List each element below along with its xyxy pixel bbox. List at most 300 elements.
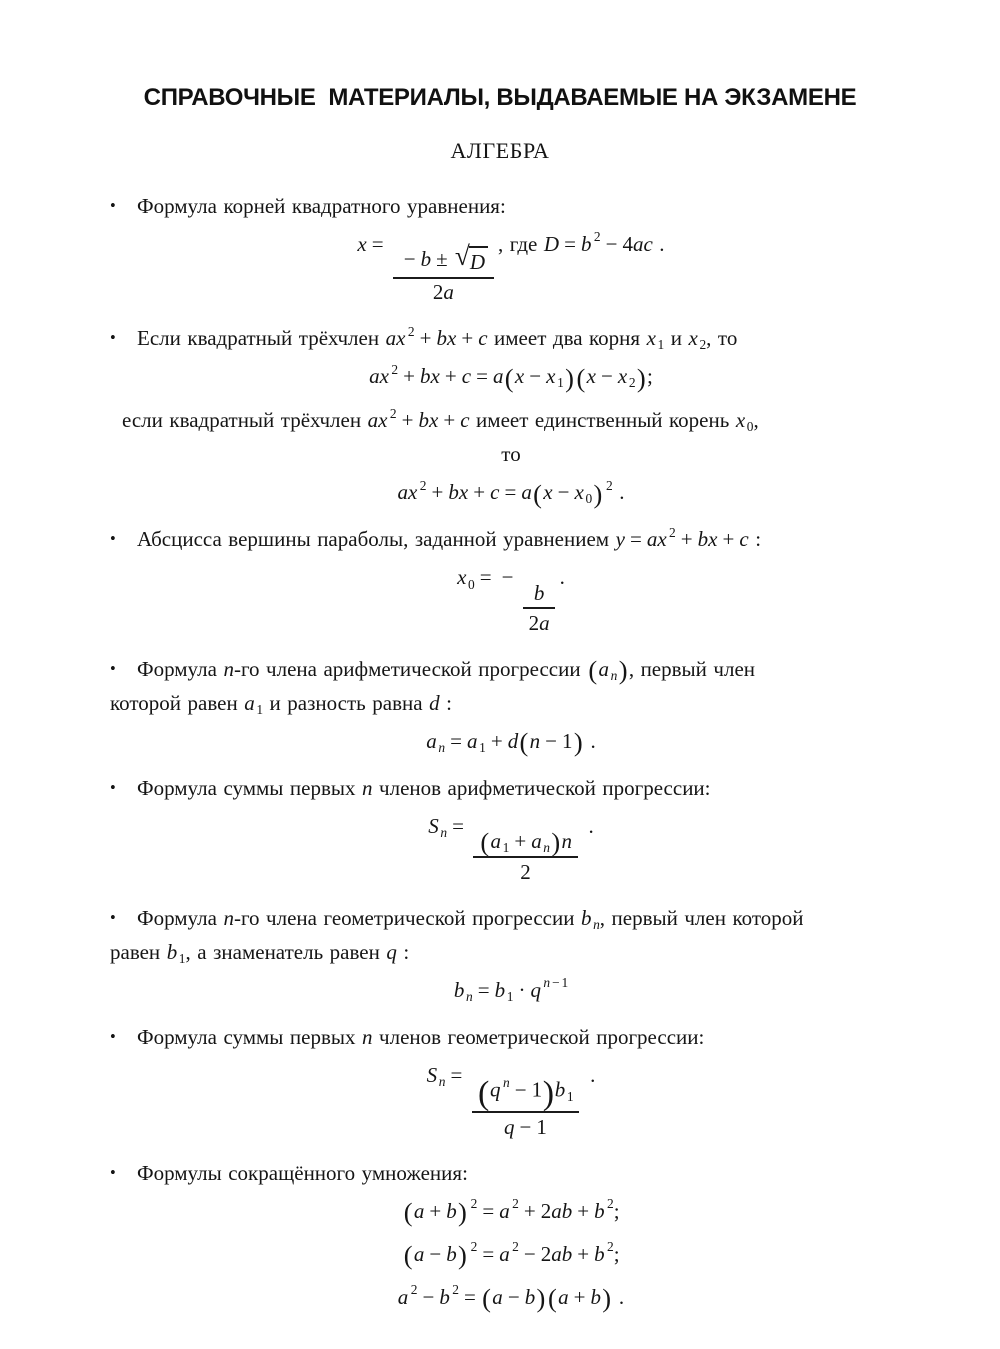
superscript	[606, 479, 613, 492]
math-token: −	[514, 1078, 527, 1103]
superscript	[420, 479, 427, 492]
math-token: n	[362, 776, 373, 801]
math-token: +	[429, 1199, 442, 1224]
math-token: c	[461, 364, 472, 389]
math-token: (	[504, 362, 514, 393]
superscript	[411, 1283, 418, 1296]
subscript	[507, 990, 514, 1003]
math-token: .	[612, 480, 625, 505]
math-token: D	[469, 249, 486, 274]
math-token: c	[739, 527, 749, 552]
math-token: Формулы сокращённого умножения:	[137, 1161, 468, 1186]
math-token: ax	[367, 408, 388, 433]
math-token: x	[457, 565, 467, 590]
math-token: a	[521, 480, 532, 505]
math-token: −	[529, 364, 542, 389]
math-token: (	[403, 1197, 413, 1228]
math-token: (	[478, 1074, 490, 1112]
item-text	[137, 524, 762, 552]
math-token: S	[428, 814, 439, 839]
math-token: x	[543, 480, 553, 505]
math-token: a	[397, 1285, 409, 1310]
item-quadratic-roots	[110, 190, 912, 222]
math-token: −	[501, 565, 514, 590]
item-text	[137, 906, 803, 930]
math-token: −	[557, 480, 570, 505]
math-token: d	[507, 729, 519, 754]
formula-square-of-difference	[110, 1239, 912, 1269]
math-token: ·	[518, 977, 526, 1002]
math-token: +	[431, 480, 444, 505]
math-token: 2	[407, 323, 415, 339]
math-token: )	[593, 478, 603, 509]
math-token: b	[594, 1199, 605, 1224]
math-token: a	[492, 1285, 503, 1310]
math-token: b	[420, 247, 432, 272]
superscript	[594, 230, 601, 243]
math-token: 2	[410, 1282, 418, 1298]
math-token: q	[504, 1114, 515, 1139]
math-token: x	[735, 408, 746, 433]
math-token: −	[403, 247, 416, 272]
math-token: a	[443, 280, 454, 305]
math-token: n	[593, 916, 600, 932]
math-token: )	[573, 727, 583, 758]
fraction	[473, 828, 578, 886]
math-token: ax	[385, 326, 406, 351]
formula-geometric-sum	[110, 1060, 912, 1141]
math-token: b	[590, 1285, 601, 1310]
subscript	[593, 918, 600, 931]
math-token: , где	[498, 232, 544, 257]
math-token: 1	[178, 951, 186, 967]
math-token: =	[629, 527, 642, 552]
math-token: 1	[256, 702, 264, 718]
math-token: n	[438, 1074, 446, 1090]
superscript	[408, 325, 415, 338]
math-token: n	[440, 825, 448, 841]
math-token: и	[664, 326, 689, 351]
math-token: 1	[566, 1089, 574, 1105]
math-token: x	[586, 364, 596, 389]
subscript	[543, 841, 550, 854]
math-token: −	[545, 729, 558, 754]
item-text	[137, 655, 756, 686]
bullet-icon: •	[110, 529, 116, 549]
math-token: 2	[452, 1282, 459, 1298]
math-token: (	[519, 727, 529, 758]
math-token: n	[465, 989, 473, 1005]
math-token: -го члена арифметической прогрессии	[233, 657, 588, 681]
item-arithmetic-nth	[110, 653, 912, 685]
math-token: =	[476, 364, 488, 389]
math-token: 2	[391, 361, 399, 377]
math-token: 1	[502, 840, 510, 856]
item-arithmetic-nth-line2	[110, 687, 912, 719]
page-title: СПРАВОЧНЫЕ МАТЕРИАЛЫ, ВЫДАВАЕМЫЕ НА ЭКЗАМЕНЕ	[143, 84, 857, 111]
math-token: 2	[540, 1242, 552, 1267]
math-token: )	[458, 1197, 467, 1228]
math-token: 2	[528, 610, 540, 635]
item-geometric-nth	[110, 902, 912, 934]
math-token: n	[223, 905, 234, 930]
math-token: ,	[753, 408, 759, 433]
section-title: АЛГЕБРА	[450, 138, 550, 163]
item-text	[137, 776, 711, 800]
math-token: то	[501, 442, 521, 467]
math-token: )	[551, 827, 561, 858]
math-token: −	[601, 364, 613, 389]
math-token: x	[617, 364, 628, 389]
math-token: y	[615, 527, 625, 552]
math-token: Формула суммы первых	[137, 1024, 363, 1049]
subscript	[503, 841, 510, 854]
math-token: q	[386, 939, 397, 964]
math-token: +	[419, 326, 432, 351]
math-token: +	[401, 408, 414, 433]
math-token: =	[564, 232, 576, 257]
bullet-icon: •	[110, 196, 116, 216]
bullet-icon: •	[110, 328, 116, 348]
fraction-numerator	[393, 241, 494, 277]
math-token: a	[490, 829, 501, 854]
math-token: a	[499, 1242, 510, 1267]
math-token: (	[533, 478, 542, 509]
math-token: +	[573, 1285, 586, 1310]
math-token: n	[223, 657, 234, 681]
math-token: b	[439, 1285, 450, 1310]
math-token: =	[482, 1199, 495, 1224]
fraction-denominator	[473, 856, 578, 886]
radical-sign-icon: √	[454, 241, 470, 272]
math-token: b	[446, 1199, 457, 1224]
item-geometric-sum	[110, 1021, 912, 1053]
math-token: ±	[436, 247, 448, 272]
math-token: +	[490, 729, 503, 754]
math-token: a	[499, 1199, 510, 1224]
math-token: =	[477, 977, 490, 1002]
math-token: =	[450, 1063, 463, 1088]
math-token: , первый член которой	[599, 905, 804, 930]
math-token: (	[480, 827, 490, 858]
math-token: ;	[647, 364, 653, 389]
math-token: ab	[551, 1242, 573, 1267]
math-token: -го члена геометрической прогрессии	[233, 905, 581, 930]
math-token: )	[602, 1283, 612, 1314]
math-token: если квадратный трёхчлен	[122, 408, 368, 433]
math-token: c	[460, 408, 470, 433]
superscript	[452, 1283, 459, 1296]
subscript	[179, 952, 186, 965]
math-token: S	[426, 1063, 438, 1088]
subscript	[468, 578, 475, 591]
item-text	[110, 691, 452, 718]
math-token: a	[426, 729, 437, 754]
math-token: 0	[585, 491, 593, 507]
superscript	[607, 1197, 614, 1210]
math-token: (	[588, 655, 598, 686]
math-token: b	[580, 232, 592, 257]
math-token: ;	[613, 1242, 620, 1267]
subscript	[557, 376, 564, 389]
math-token: b	[524, 1285, 536, 1310]
fraction	[472, 1076, 580, 1141]
math-token: a	[598, 657, 610, 681]
math-token: D	[543, 232, 560, 257]
math-token: ab	[551, 1199, 573, 1224]
math-token: , а знаменатель равен	[185, 939, 387, 964]
math-token: b	[453, 977, 465, 1002]
math-token: )	[636, 362, 646, 393]
formula-trinomial-two-roots	[110, 361, 912, 391]
math-token: членов геометрической прогрессии:	[372, 1024, 705, 1049]
math-token: :	[748, 527, 762, 552]
math-token: −	[422, 1285, 435, 1310]
math-token: .	[582, 814, 594, 839]
math-token: (	[403, 1240, 413, 1271]
math-token: 1	[657, 337, 665, 353]
math-token: b	[554, 1078, 566, 1103]
math-token: a	[492, 364, 504, 389]
math-token: 2	[699, 337, 707, 353]
item-geometric-nth-line2	[110, 936, 912, 968]
math-token: ax	[369, 364, 389, 389]
math-token: (	[576, 362, 586, 393]
math-token: x	[574, 480, 584, 505]
math-token: :	[396, 939, 410, 964]
formula-trinomial-single-root	[110, 477, 912, 507]
superscript	[512, 1240, 519, 1253]
math-token: 2	[419, 477, 427, 493]
math-token: Формула	[137, 657, 224, 681]
math-token: x	[546, 364, 556, 389]
math-token: 2	[593, 229, 601, 245]
math-token: a	[558, 1285, 569, 1310]
subscript	[567, 1090, 574, 1103]
bullet-icon: •	[110, 1163, 116, 1183]
item-text	[137, 1161, 468, 1185]
math-token: 0	[746, 419, 754, 435]
math-token: Формула суммы первых	[137, 776, 363, 801]
math-token: =	[450, 729, 462, 754]
item-text	[501, 442, 520, 466]
fraction	[393, 241, 494, 306]
math-token: n	[543, 975, 551, 991]
math-token: 4	[622, 232, 633, 257]
math-token: 2	[606, 477, 613, 493]
superscript	[512, 1197, 519, 1210]
math-token: x	[688, 326, 698, 351]
math-token: 0	[468, 576, 475, 592]
math-token: b	[580, 905, 592, 930]
math-token: 2	[512, 1239, 519, 1255]
formula-quadratic-roots	[110, 229, 912, 306]
math-token: (	[547, 1283, 557, 1314]
math-token: =	[371, 232, 384, 257]
math-token: +	[577, 1199, 590, 1224]
formula-difference-of-squares	[110, 1282, 912, 1312]
content	[110, 190, 912, 1312]
item-text	[137, 194, 506, 218]
superscript	[391, 363, 398, 376]
math-token: −	[551, 975, 560, 991]
math-token: которой равен	[110, 691, 245, 716]
math-token: 2	[540, 1199, 552, 1224]
math-token: ax	[646, 527, 667, 552]
math-token: =	[479, 565, 492, 590]
math-token: .	[583, 1063, 596, 1088]
bullet-icon: •	[110, 1027, 116, 1047]
math-token: bx	[436, 326, 457, 351]
math-token: имеет единственный корень	[469, 408, 736, 433]
radical	[454, 241, 488, 276]
math-token: −	[523, 1242, 536, 1267]
math-token: d	[429, 691, 440, 716]
fraction-numerator	[472, 1076, 580, 1111]
math-token: )	[565, 362, 574, 393]
math-token: имеет два корня	[487, 326, 647, 351]
item-text	[110, 939, 410, 967]
math-token: a	[539, 610, 550, 635]
math-token: Абсцисса вершины параболы, заданной уравнением	[137, 527, 616, 552]
math-token: 1	[536, 1114, 547, 1139]
subscript	[747, 420, 754, 433]
math-token: n	[529, 729, 541, 754]
math-token: +	[577, 1242, 590, 1267]
math-token: +	[443, 408, 456, 433]
math-token: членов арифметической прогрессии:	[372, 776, 711, 801]
item-text	[137, 323, 738, 353]
math-token: =	[482, 1242, 495, 1267]
math-token: 2	[470, 1239, 478, 1255]
fraction-denominator	[523, 607, 556, 637]
math-token: +	[514, 829, 527, 854]
superscript	[669, 526, 676, 539]
math-token: .	[583, 729, 596, 754]
fraction-numerator	[528, 580, 550, 608]
math-token: −	[429, 1242, 442, 1267]
math-token: 2	[389, 405, 397, 421]
superscript	[607, 1240, 614, 1253]
math-token: :	[439, 691, 452, 716]
math-token: n	[610, 668, 618, 684]
math-token: −	[605, 232, 618, 257]
math-token: 2	[607, 1239, 614, 1255]
math-token: =	[504, 480, 517, 505]
item-arithmetic-sum	[110, 772, 912, 804]
math-token: x	[357, 232, 367, 257]
subscript	[440, 826, 447, 839]
math-token: .	[652, 232, 665, 257]
math-token: a	[244, 691, 255, 716]
math-token: +	[680, 527, 693, 552]
subscript	[629, 376, 636, 389]
math-token: n	[438, 740, 446, 756]
math-token: )	[542, 1074, 555, 1112]
subscript	[438, 741, 445, 754]
math-token: b	[594, 1242, 605, 1267]
math-token: bx	[448, 480, 469, 505]
math-token: 2	[512, 1196, 519, 1212]
math-token: b	[494, 977, 506, 1002]
superscript	[503, 1076, 510, 1089]
math-token: +	[722, 527, 735, 552]
item-text	[137, 1025, 704, 1049]
fraction-denominator	[472, 1111, 580, 1141]
math-token: 2	[628, 375, 636, 391]
subscript	[466, 990, 473, 1003]
math-token: +	[461, 326, 474, 351]
math-token: 1	[557, 375, 564, 391]
item-parabola-vertex	[110, 523, 912, 555]
math-token: a	[413, 1242, 425, 1267]
math-token: 1	[531, 1078, 543, 1103]
bullet-icon: •	[110, 659, 116, 679]
fraction-denominator	[393, 277, 494, 307]
math-token: 1	[561, 975, 569, 991]
math-token: (	[482, 1283, 491, 1314]
math-token: равен	[110, 939, 167, 964]
math-token: bx	[697, 527, 718, 552]
math-token: 2	[432, 280, 444, 305]
item-quadratic-trinomial	[110, 322, 912, 354]
math-token: bx	[420, 364, 440, 389]
subscript	[585, 492, 592, 505]
superscript	[471, 1197, 478, 1210]
item-text	[122, 405, 759, 435]
math-token: q	[530, 977, 541, 1002]
math-token: 1	[506, 989, 514, 1005]
math-token: 1	[479, 740, 486, 756]
math-token: =	[452, 814, 464, 839]
math-token: b	[166, 939, 178, 964]
math-token: , то	[706, 326, 738, 351]
math-token: 2	[520, 859, 531, 884]
formula-arithmetic-nth	[110, 726, 912, 756]
math-token: q	[490, 1078, 501, 1103]
formula-square-of-sum	[110, 1196, 912, 1226]
math-token: a	[531, 829, 542, 854]
formula-parabola-vertex	[110, 562, 912, 637]
math-token: c	[478, 326, 488, 351]
formula-geometric-nth	[110, 975, 912, 1005]
math-token: ;	[613, 1199, 620, 1224]
math-token: ac	[632, 232, 653, 257]
fraction-numerator	[473, 828, 578, 856]
math-token: bx	[418, 408, 439, 433]
bullet-icon: •	[110, 907, 116, 927]
math-token: и разность равна	[263, 691, 430, 716]
superscript	[543, 976, 568, 989]
math-token: −	[519, 1114, 532, 1139]
math-token: c	[490, 480, 500, 505]
math-token: n	[362, 1024, 373, 1049]
math-token: x	[514, 364, 525, 389]
formula-arithmetic-sum	[110, 811, 912, 886]
superscript	[390, 407, 397, 420]
subscript	[611, 669, 618, 682]
math-token: b	[533, 580, 545, 605]
math-token: 2	[470, 1196, 478, 1212]
math-token: , первый член	[628, 657, 756, 681]
item-short-multiplication	[110, 1157, 912, 1189]
math-token: 2	[607, 1196, 614, 1212]
math-token: x	[646, 326, 656, 351]
math-token: Формула корней квадратного уравнения:	[137, 194, 506, 218]
radicand	[469, 246, 488, 276]
math-token: n	[561, 829, 572, 854]
math-token: +	[523, 1199, 536, 1224]
